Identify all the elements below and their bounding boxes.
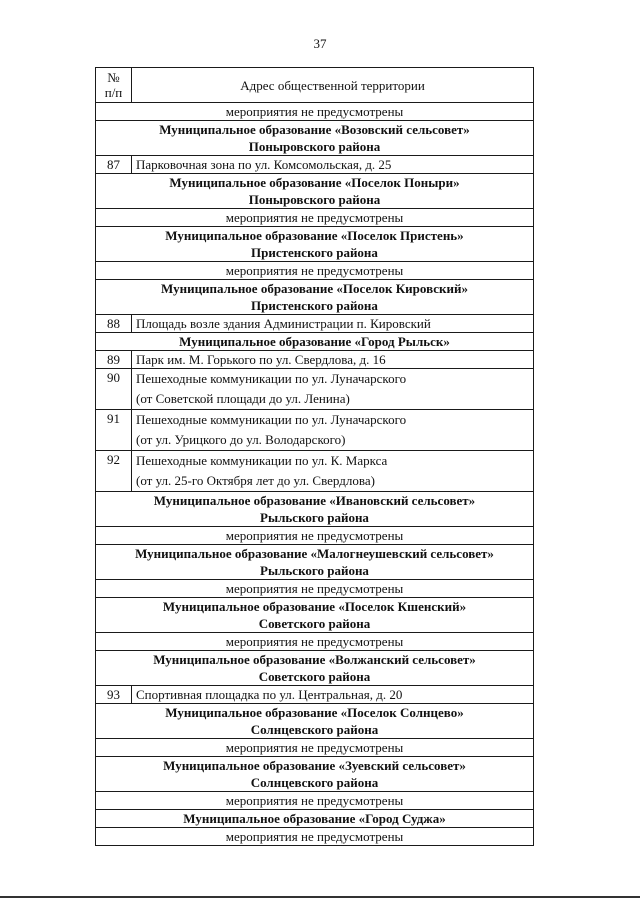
municipality-heading-line: Муниципальное образование «Город Рыльск» <box>179 334 450 349</box>
row-number: 93 <box>96 686 132 704</box>
municipality-heading-line: Советского района <box>258 616 371 631</box>
municipality-heading-line: Муниципальное образование «Поселок Поныри» <box>169 175 460 190</box>
table-row <box>96 156 534 174</box>
no-activities-note: мероприятия не предусмотрены <box>96 580 534 598</box>
table-row <box>96 545 534 580</box>
territory-table <box>95 67 534 846</box>
header-number-abbr: п/п <box>104 85 123 100</box>
territory-address <box>132 315 534 333</box>
no-activities-note: мероприятия не предусмотрены <box>96 739 534 757</box>
territory-address-line: Пешеходные коммуникации по ул. Луначарского <box>136 371 407 386</box>
municipality-heading <box>96 757 534 792</box>
table-row <box>96 315 534 333</box>
table-row <box>96 633 534 651</box>
territory-address-line: (от Советской площади до ул. Ленина) <box>136 391 350 406</box>
territory-address-line: Парковочная зона по ул. Комсомольская, д. 25 <box>136 157 392 172</box>
territory-address-line: (от ул. 25-го Октября лет до ул. Свердлова) <box>136 473 375 488</box>
table-row <box>96 739 534 757</box>
municipality-heading-line: Советского района <box>258 669 371 684</box>
row-number: 91 <box>96 410 132 451</box>
table-row <box>96 174 534 209</box>
no-activities-note: мероприятия не предусмотрены <box>96 209 534 227</box>
municipality-heading-line: Муниципальное образование «Поселок Пристень» <box>165 228 464 243</box>
table-row <box>96 757 534 792</box>
municipality-heading <box>96 121 534 156</box>
table-row <box>96 209 534 227</box>
municipality-heading <box>96 333 534 351</box>
municipality-heading-line: Рыльского района <box>260 563 369 578</box>
municipality-heading-line: Солнцевского района <box>250 722 379 737</box>
table-body <box>96 103 534 846</box>
municipality-heading-line: Муниципальное образование «Город Суджа» <box>183 811 446 826</box>
row-number: 87 <box>96 156 132 174</box>
municipality-heading <box>96 704 534 739</box>
municipality-heading-line: Муниципальное образование «Волжанский сельсовет» <box>153 652 476 667</box>
territory-address <box>132 451 534 492</box>
table-row <box>96 369 534 410</box>
header-number-cell <box>96 68 132 103</box>
municipality-heading-line: Пристенского района <box>251 245 378 260</box>
territory-address <box>132 410 534 451</box>
header-address-cell: Адрес общественной территории <box>132 68 534 103</box>
territory-address <box>132 369 534 410</box>
no-activities-note: мероприятия не предусмотрены <box>96 103 534 121</box>
municipality-heading <box>96 280 534 315</box>
scan-bottom-edge <box>0 896 640 898</box>
municipality-heading-line: Муниципальное образование «Возовский сельсовет» <box>159 122 470 137</box>
municipality-heading-line: Поныровского района <box>248 139 381 154</box>
table-row <box>96 598 534 633</box>
municipality-heading-line: Рыльского района <box>260 510 369 525</box>
municipality-heading <box>96 598 534 633</box>
territory-address-line: Площадь возле здания Администрации п. Кировский <box>136 316 431 331</box>
territory-address-line: Спортивная площадка по ул. Центральная, д. 20 <box>136 687 403 702</box>
table-row <box>96 792 534 810</box>
table-row <box>96 227 534 262</box>
row-number: 88 <box>96 315 132 333</box>
table-row <box>96 651 534 686</box>
table-row <box>96 280 534 315</box>
territory-address-line: Пешеходные коммуникации по ул. К. Маркса <box>136 453 388 468</box>
municipality-heading-line: Муниципальное образование «Поселок Кшенский» <box>162 599 467 614</box>
table-row <box>96 828 534 846</box>
territory-address-line: Пешеходные коммуникации по ул. Луначарского <box>136 412 407 427</box>
no-activities-note: мероприятия не предусмотрены <box>96 828 534 846</box>
table-row <box>96 351 534 369</box>
table-row <box>96 527 534 545</box>
table-row <box>96 410 534 451</box>
header-number-symbol: № <box>107 70 120 85</box>
municipality-heading <box>96 492 534 527</box>
municipality-heading <box>96 545 534 580</box>
table-row <box>96 451 534 492</box>
table-row <box>96 103 534 121</box>
table-row <box>96 121 534 156</box>
no-activities-note: мероприятия не предусмотрены <box>96 527 534 545</box>
municipality-heading-line: Поныровского района <box>248 192 381 207</box>
municipality-heading-line: Муниципальное образование «Поселок Кировский» <box>160 281 468 296</box>
municipality-heading-line: Солнцевского района <box>250 775 379 790</box>
municipality-heading-line: Муниципальное образование «Зуевский сельсовет» <box>163 758 466 773</box>
table-header-row <box>96 68 534 103</box>
table-row <box>96 492 534 527</box>
table-row <box>96 333 534 351</box>
municipality-heading <box>96 227 534 262</box>
territory-address <box>132 686 534 704</box>
municipality-heading-line: Муниципальное образование «Поселок Солнцево» <box>165 705 464 720</box>
territory-address-line: (от ул. Урицкого до ул. Володарского) <box>136 432 346 447</box>
table-row <box>96 686 534 704</box>
territory-address <box>132 156 534 174</box>
no-activities-note: мероприятия не предусмотрены <box>96 792 534 810</box>
municipality-heading-line: Муниципальное образование «Малогнеушевский сельсовет» <box>135 546 494 561</box>
municipality-heading <box>96 810 534 828</box>
municipality-heading <box>96 651 534 686</box>
table-row <box>96 580 534 598</box>
municipality-heading-line: Муниципальное образование «Ивановский сельсовет» <box>153 493 476 508</box>
table-row <box>96 810 534 828</box>
territory-address <box>132 351 534 369</box>
no-activities-note: мероприятия не предусмотрены <box>96 633 534 651</box>
territory-address-line: Парк им. М. Горького по ул. Свердлова, д. 16 <box>136 352 386 367</box>
table-row <box>96 262 534 280</box>
page-number: 37 <box>313 36 327 51</box>
table-row <box>96 704 534 739</box>
municipality-heading <box>96 174 534 209</box>
municipality-heading-line: Пристенского района <box>251 298 378 313</box>
row-number: 92 <box>96 451 132 492</box>
no-activities-note: мероприятия не предусмотрены <box>96 262 534 280</box>
row-number: 90 <box>96 369 132 410</box>
row-number: 89 <box>96 351 132 369</box>
